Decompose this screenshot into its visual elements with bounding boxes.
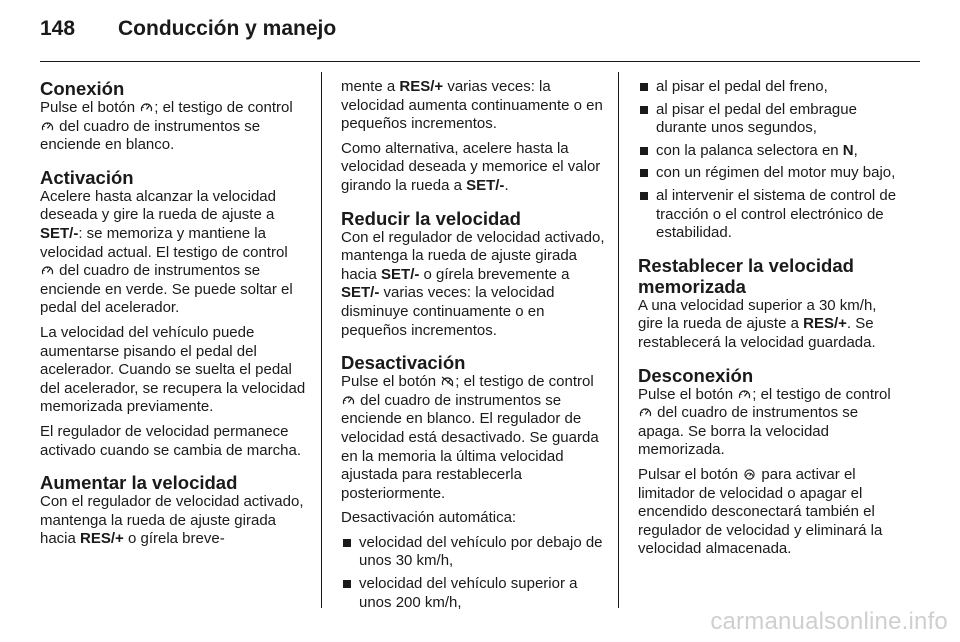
list-item: velocidad del vehículo superior a unos 200 km/h,: [341, 575, 607, 612]
conexion-text: Pulse el botón ; el testigo de control del cuadro de instrumentos se enciende en blanco.: [40, 99, 293, 154]
heading-desconexion: Desconexión: [638, 364, 754, 386]
cruise-cancel-icon: [441, 376, 454, 387]
desconexion-p1: Pulse el botón ; el testigo de control del cuadro de instrumentos se apaga. Se borra la velocidad memorizada.: [638, 385, 891, 459]
column-divider-2: [618, 72, 619, 608]
list-item: con la palanca selectora en N,: [638, 142, 904, 161]
column-1: [40, 78, 306, 549]
section-aumentar: [40, 472, 306, 549]
section-conexion: [40, 78, 306, 155]
restablecer-p1: A una velocidad superior a 30 km/h, gire la rueda de ajuste a RES/+. Se restablecerá la velocidad guardada.: [638, 296, 877, 351]
heading-conexion: Conexión: [40, 78, 125, 99]
section-reducir: [341, 208, 607, 341]
desactivacion-list-cont: [638, 78, 904, 243]
section-desactivacion: [341, 352, 607, 612]
watermark: carmanualsonline.info: [710, 608, 948, 635]
activacion-p2: La velocidad del vehículo puede aumentarse pisando el pedal del acelerador. Cuando se suelta el pedal del acelerador, se recupera la velocidad memorizada previamente.: [40, 323, 306, 416]
reducir-p1: Con el regulador de velocidad activado, mantenga la rueda de ajuste girada hacia SET/- o gírela brevemente a SET/- varias veces: la velocidad disminuye continuamente o en pequeños incrementos.: [341, 228, 605, 339]
cruise-control-icon: [140, 102, 153, 113]
aumentar-p1: Con el regulador de velocidad activado, mantenga la rueda de ajuste girada hacia RES/+ o gírela breve-: [40, 493, 304, 548]
section-restablecer: [638, 255, 904, 353]
heading-reducir: Reducir la velocidad: [341, 207, 521, 229]
list-item: al intervenir el sistema de control de tracción o el control electrónico de estabilidad.: [638, 187, 904, 243]
list-item: velocidad del vehículo por debajo de unos 30 km/h,: [341, 534, 607, 571]
activacion-p1: Acelere hasta alcanzar la velocidad deseada y gire la rueda de ajuste a SET/-: se memoriza y mantiene la velocidad actual. El testigo de control del cuadro de instrumentos se enciende en verde. Se puede soltar el pedal del acelerador.: [40, 187, 293, 317]
aumentar-cont-p1: mente a RES/+ varias veces: la velocidad aumenta continuamente o en pequeños incrementos.: [341, 78, 603, 133]
heading-activacion: Activación: [40, 166, 134, 188]
aumentar-cont-p2: Como alternativa, acelere hasta la velocidad deseada y memorice el valor girando la rueda a SET/-.: [341, 139, 601, 194]
section-activacion: [40, 167, 306, 460]
list-item: al pisar el pedal del embrague durante unos segundos,: [638, 101, 904, 138]
column-divider-1: [321, 72, 322, 608]
cruise-control-icon: [41, 265, 54, 276]
page-number: 148: [40, 17, 76, 40]
header-rule: [40, 61, 920, 62]
page-header: [40, 17, 336, 47]
list-item: con un régimen del motor muy bajo,: [638, 164, 904, 183]
cruise-control-icon: [738, 389, 751, 400]
list-item: al pisar el pedal del freno,: [638, 78, 904, 97]
speed-limiter-icon: [743, 469, 756, 480]
cruise-control-icon: [41, 121, 54, 132]
activacion-p3: El regulador de velocidad permanece activado cuando se cambia de marcha.: [40, 422, 301, 459]
column-2: [341, 78, 607, 616]
page-title: Conducción y manejo: [118, 17, 337, 40]
heading-restablecer: Restablecer la velocidad memorizada: [638, 254, 854, 297]
column-3: [638, 78, 904, 565]
desconexion-p2: Pulsar el botón para activar el limitador de velocidad o apagar el encendido desconectará también el regulador de velocidad y eliminará la velocidad almacenada.: [638, 465, 883, 558]
cruise-control-icon: [342, 395, 355, 406]
desactivacion-p2: Desactivación automática:: [341, 509, 517, 527]
cruise-control-icon: [639, 407, 652, 418]
heading-desactivacion: Desactivación: [341, 352, 466, 374]
section-desconexion: [638, 365, 904, 559]
heading-aumentar: Aumentar la velocidad: [40, 472, 238, 494]
desactivacion-p1: Pulse el botón ; el testigo de control del cuadro de instrumentos se enciende en blanco. El regulador de velocidad está desactivado. Se guarda en la memoria la última velocidad ajustada para restablecerla posteriormente.: [341, 373, 599, 502]
desactivacion-list: [341, 534, 607, 612]
